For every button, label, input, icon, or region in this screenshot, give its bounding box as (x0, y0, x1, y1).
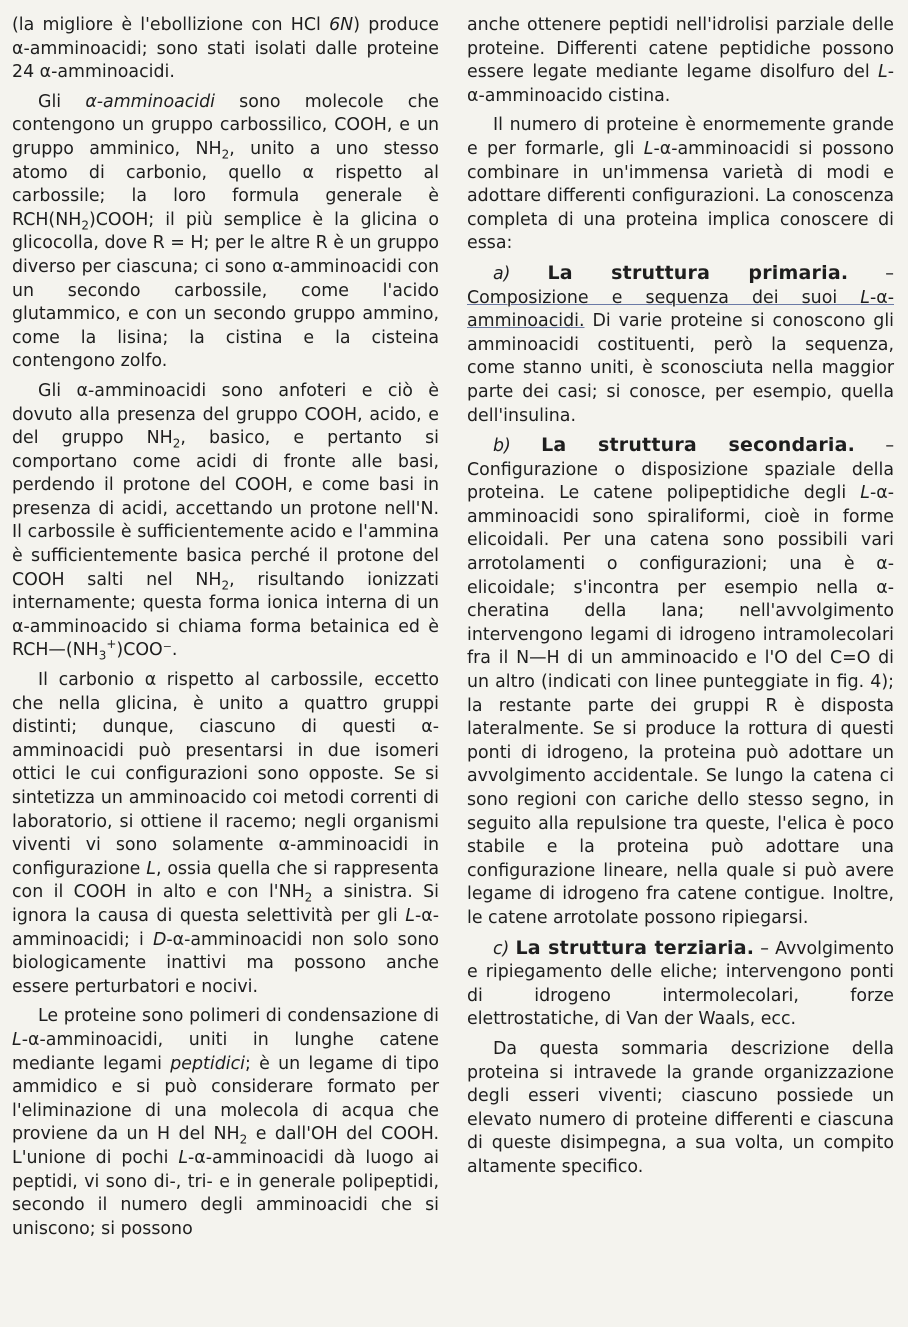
paragraph: Da questa sommaria descrizione della proteina si intravede la grande organizzazione degli esseri viventi; ciascuno possiede un elevato numero di proteine differenti e ciascuna di queste disimpegna, a sua volta, un compito altamente specifico. (467, 1038, 894, 1177)
left-column (12, 14, 439, 1327)
paragraph: anche ottenere peptidi nell'idrolisi parziale delle proteine. Differenti catene peptidiche possono essere legate mediante legame disolfuro del L-α-amminoacido cistina. (467, 15, 894, 106)
section-heading: La struttura primaria. (547, 261, 849, 284)
section-tertiary-structure: c) La struttura terziaria. – Avvolgimento e ripiegamento delle eliche; intervengono ponti di idrogeno intermolecolari, forze elettrostatiche, di Van der Waals, ecc. (467, 936, 894, 1030)
paragraph: (la migliore è l'ebollizione con HCl 6N) produce α-amminoacidi; sono stati isolati dalle proteine 24 α-amminoacidi. (12, 15, 439, 83)
section-primary-structure: a) La struttura primaria. – Composizione e sequenza dei suoi L-α-amminoacidi. Di varie proteine si conoscono gli amminoacidi costituenti, però la sequenza, come stanno uniti, è sconosciuta nella maggior parte dei casi; si conosce, per esempio, quella dell'insulina. (467, 261, 894, 426)
paragraph: Il carbonio α rispetto al carbossile, eccetto che nella glicina, è unito a quattro gruppi distinti; dunque, ciascuno di questi α-amminoacidi può presentarsi in due isomeri ottici le cui configurazioni sono opposte. Se si sintetizza un amminoacido coi metodi correnti di laboratorio, si ottiene il racemo; negli organismi viventi vi sono solamente α-amminoacidi in configurazione L, ossia quella che si rappresenta con il COOH in alto e con $l'NH_2$ a sinistra. Si ignora la causa di questa selettività per gli L-α-amminoacidi; i D-α-amminoacidi non solo sono biologicamente inattivi ma possono anche essere perturbatori e nocivi. (12, 670, 439, 997)
paragraph: Gli α-amminoacidi sono molecole che contengono un gruppo carbossilico, COOH, e un gruppo amminico, $NH_2$, unito a uno stesso atomo di carbonio, quello α rispetto al carbossile; la loro formula generale è $RCH(NH_2)COOH$; il più semplice è la glicina o glicocolla, dove R = H; per le altre R è un gruppo diverso per ciascuna; ci sono α-amminoacidi con un secondo carbossile, come l'acido glutammico, e con un secondo gruppo ammino, come la lisina; la cistina e la cisteina contengono zolfo. (12, 91, 440, 372)
paragraph: Il numero di proteine è enormemente grande e per formarle, gli L-α-amminoacidi si possono combinare in un'immensa varietà di modi e adottare differenti configurazioni. La conoscenza completa di una proteina implica conoscere di essa: (467, 115, 894, 254)
section-heading: La struttura terziaria. (515, 936, 755, 959)
section-heading: La struttura secondaria. (541, 434, 856, 457)
paragraph: Le proteine sono polimeri di condensazione di L-α-amminoacidi, uniti in lunghe catene mediante legami peptidici; è un legame di tipo ammidico e si può considerare formato per l'eliminazione di una molecola di acqua che proviene da un H del $NH_2$ e dall'OH del COOH. L'unione di pochi L-α-amminoacidi dà luogo ai peptidi, vi sono di-, tri- e in generale polipeptidi, secondo il numero degli amminoacidi che si uniscono; si possono (12, 1006, 440, 1239)
paragraph: Gli α-amminoacidi sono anfoteri e ciò è dovuto alla presenza del gruppo COOH, acido, e del gruppo $NH_2$, basico, e pertanto si comportano come acidi di fronte alle basi, perdendo il protone del COOH, e come basi in presenza di acidi, accettando un protone nell'N. Il carbossile è sufficientemente acido e l'ammina è sufficientemente basica perché il protone del COOH salti nel $NH_2$, risultando ionizzati internamente; questa forma ionica interna di un α-amminoacido si chiama forma betainica ed è $RCH—(NH_3^+)COO^-$. (12, 380, 439, 663)
section-secondary-structure: b) La struttura secondaria. – Configurazione o disposizione spaziale della proteina. Le catene polipeptidiche degli L-α-amminoacidi sono spiraliformi, cioè in forme elicoidali. Per una catena sono possibili vari arrotolamenti o configurazioni; una è α-elicoidale; s'incontra per esempio nella α-cheratina della lana; nell'avvolgimento intervengono legami di idrogeno intramolecolari fra il N—H di un amminoacido e l'O del C=O di un altro (indicati con linee punteggiate in fig. 4); la restante parte dei gruppi R è disposta lateralmente. Se si produce la rottura di questi ponti di idrogeno, la proteina può adottare un avvolgimento accidentale. Se lungo la catena ci sono regioni con cariche dello stesso segno, in seguito alla repulsione tra queste, l'elica è poco stabile e la proteina può adottare una configurazione lineare, nella quale si può avere legame di idrogeno fra catene contigue. Inoltre, le catene arrotolate possono ripiegarsi. (467, 434, 895, 928)
right-column (467, 14, 894, 1327)
underlined-phrase: Composizione e sequenza dei suoi L-α-amminoacidi. (467, 287, 894, 332)
